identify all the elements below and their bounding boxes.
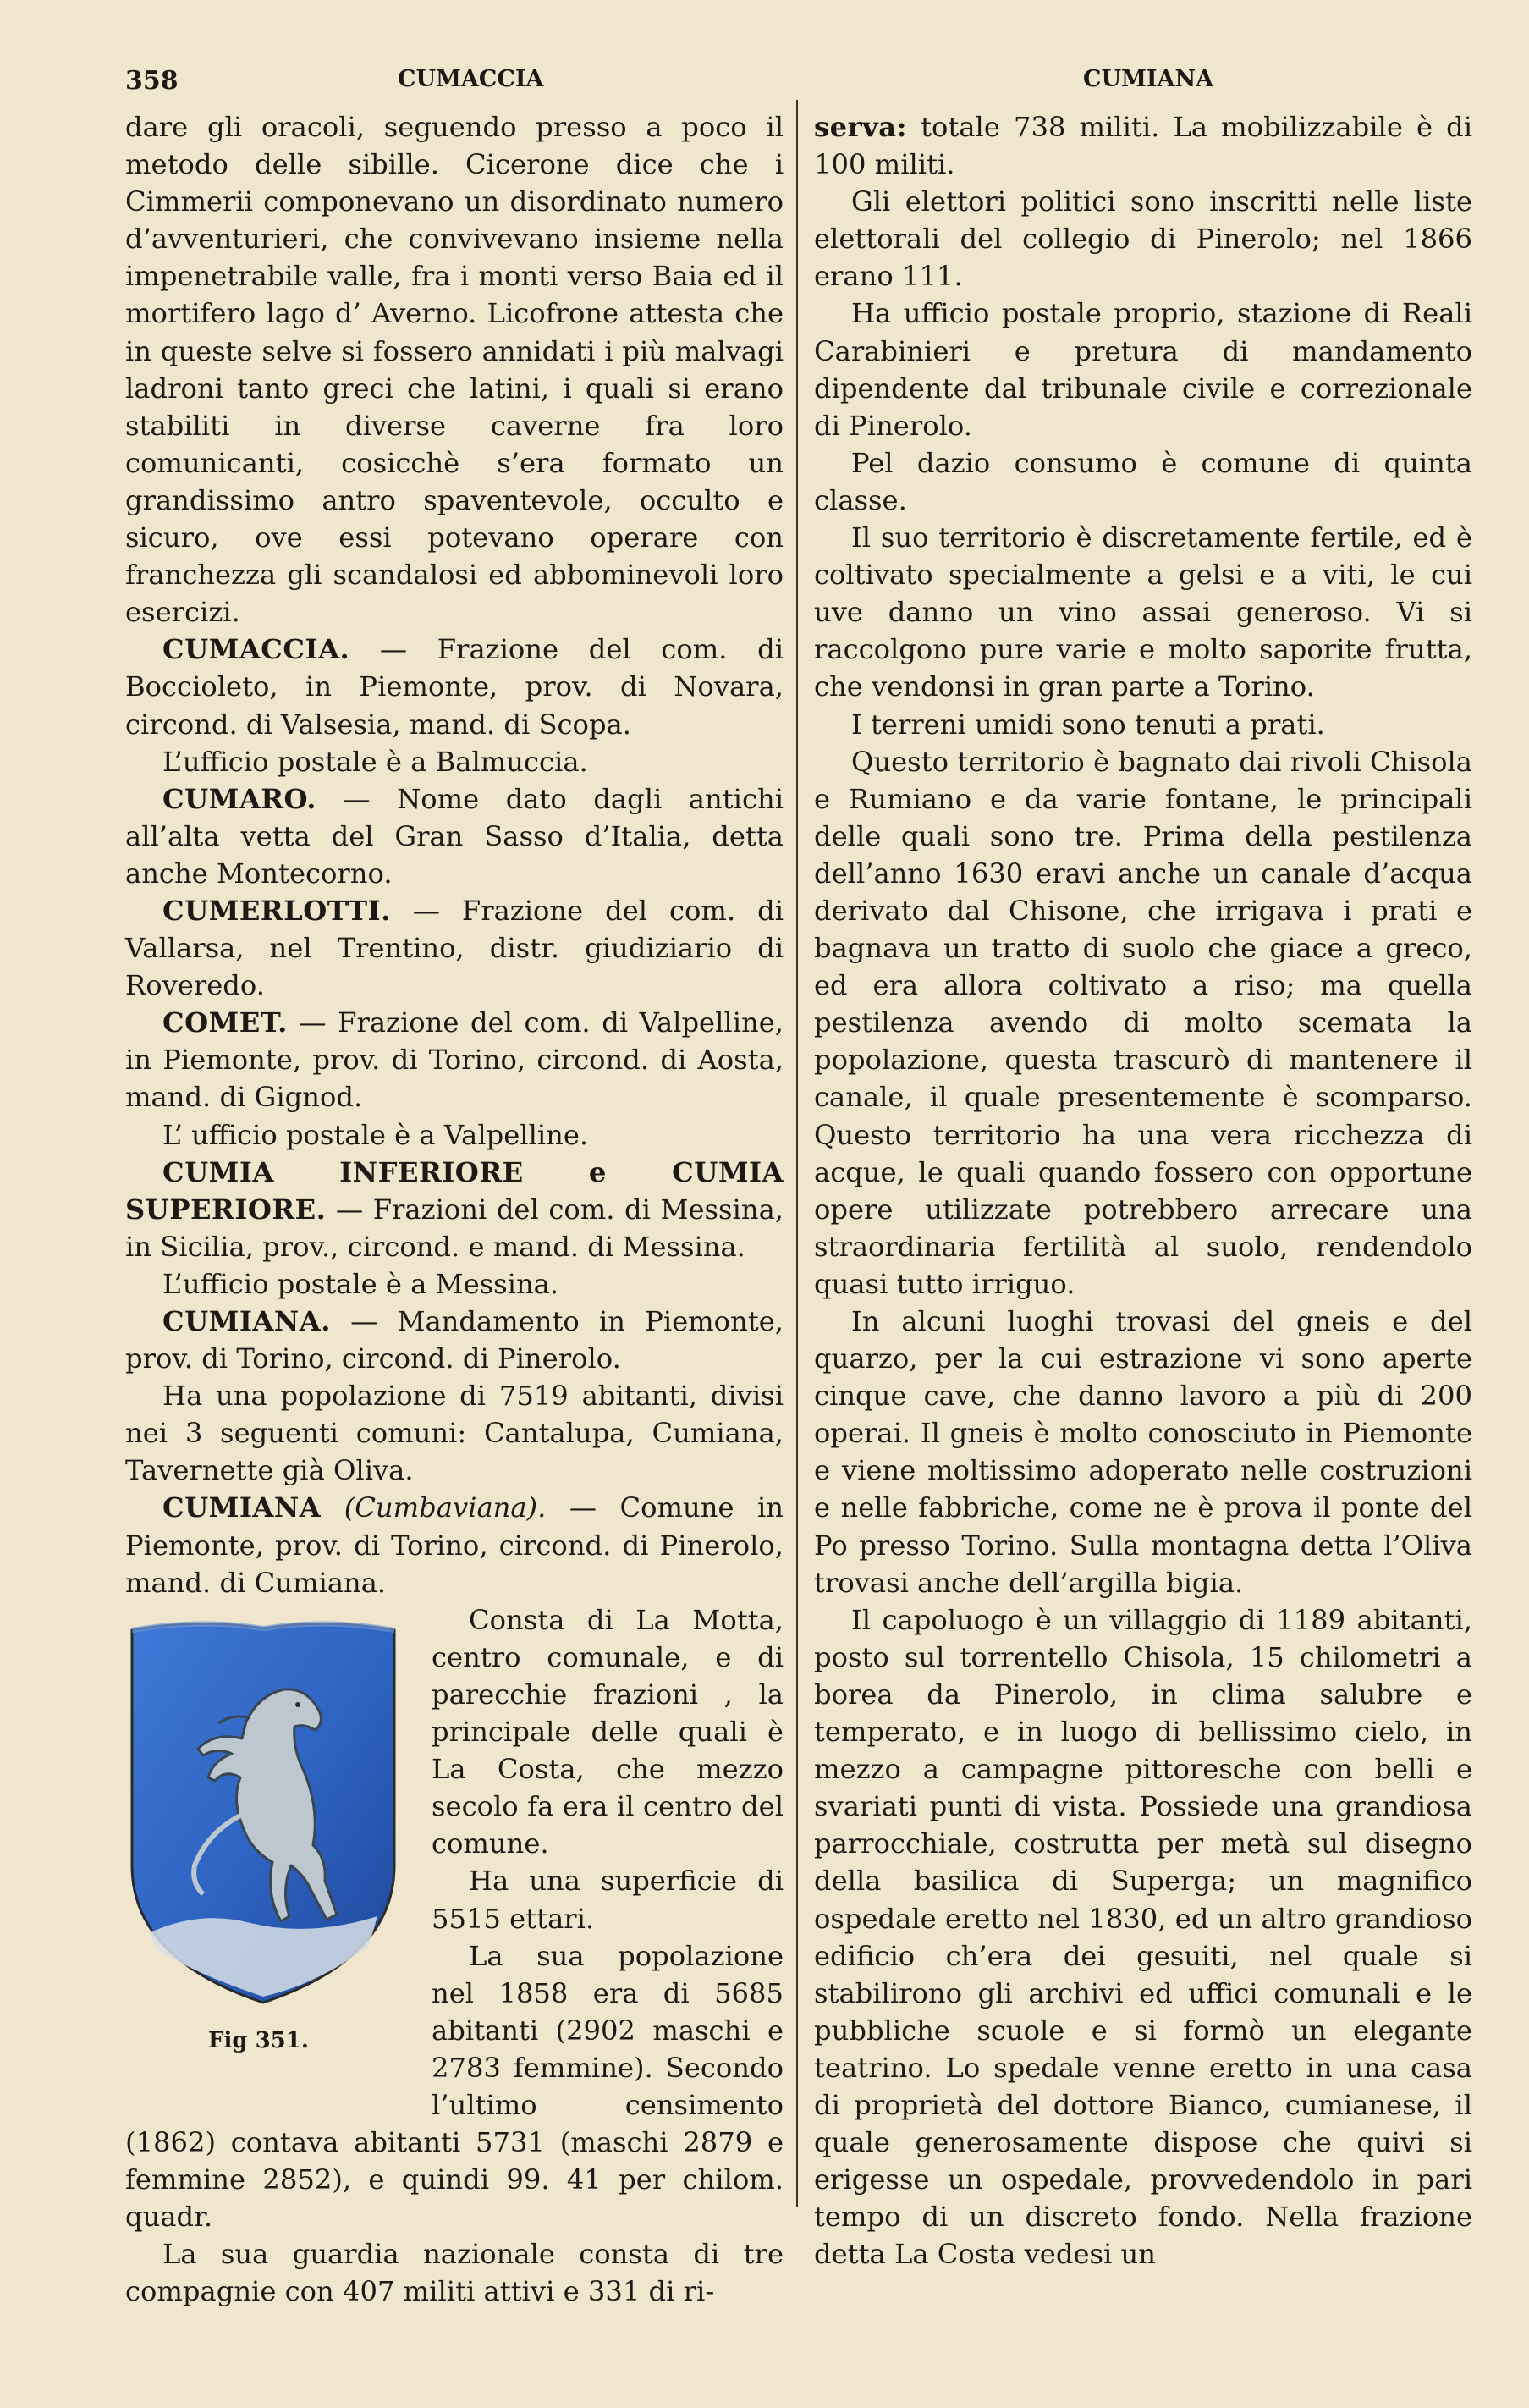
entry-headword: CUMIANA. [162, 1305, 331, 1337]
entry-mandamento-population: Ha una popolazione di 7519 abitanti, divisi nei 3 seguenti comuni: Cantalupa, Cumiana, Tavernette già Oliva. [125, 1380, 784, 1487]
entry-surface: Ha una superficie di 5515 ettari. [432, 1865, 784, 1935]
entry-headword: COMET. [162, 1006, 288, 1039]
entry-text: — Mandamento in Piemonte, prov. di Torino, circond. di Pinerolo. [125, 1305, 784, 1375]
entry-headword: CUMERLOTTI. [162, 894, 391, 927]
entry-cumia [125, 1154, 784, 1265]
entry-headword: CUMARO. [162, 782, 316, 815]
paragraph-capital: Il capoluogo è un villaggio di 1189 abitanti, posto sul torrentello Chisola, 15 chilometri a borea da Pinerolo, in clima salubre e temperato, e in luogo di bellissimo cielo, in mezzo a campagne pittoresche con belli e svariati punti di vista. Possiede una grandiosa parrocchiale, costrutta per metà sul disegno della basilica di Superga; un magnifico ospedale eretto nel 1830, ed un altro grandioso edificio ch’era dei gesuiti, nel quale si stabilirono gli archivi ed uffici comunali e le pubbliche scuole e si formò un elegante teatrino. Lo spedale venne eretto in una casa di proprietà del dottore Bianco, cumianese, il quale generosamente dispose che quivi si erigesse un ospedale, provvedendolo in pari tempo di un discreto fondo. Nella frazione detta La Costa vedesi un [814, 1603, 1472, 2271]
paragraph-text: totale 738 militi. La mobilizzabile è di 100 militi. [814, 111, 1473, 181]
paragraph-post-office: Ha ufficio postale proprio, stazione di Reali Carabinieri e pretura di mandamento dipendente dal tribunale civile e correzionale di Pinerolo. [814, 297, 1472, 442]
paragraph-quarries: In alcuni luoghi trovasi del gneis e del quarzo, per la cui estrazione vi sono aperte cinque cave, che danno lavoro a più di 200 operai. Il gneis è molto conosciuto in Piemonte e viene moltissimo adoperato nelle costruzioni e nelle fabbriche, come ne è prova il ponte del Po presso Torino. Sulla montagna detta l’Oliva trovasi anche dell’argilla bigia. [814, 1305, 1472, 1599]
coat-of-arms-figure [113, 1601, 420, 2099]
paragraph-territory: Il suo territorio è discretamente fertile, ed è coltivato specialmente a gelsi e a viti, le cui uve danno un vino assai generoso. Vi si raccolgono pure varie e molto saporite frutta, che vendonsi in gran parte a Torino. [814, 521, 1472, 703]
entry-cumaccia [125, 631, 784, 742]
left-column [125, 108, 784, 2311]
continued-word: serva: [814, 111, 907, 143]
entry-cumerlotti [125, 892, 784, 1004]
entry-cumia-post: L’ufficio postale è a Messina. [162, 1267, 559, 1300]
page-number: 358 [125, 66, 179, 96]
coat-of-arms-image [124, 1612, 403, 2009]
running-title-left: CUMACCIA [398, 66, 544, 92]
entry-text: — Frazione del com. di Vallarsa, nel Trentino, distr. giudiziario di Roveredo. [125, 894, 784, 1002]
entry-cumaccia-post: L’ufficio postale è a Balmuccia. [162, 745, 588, 778]
paragraph-militia [814, 108, 1472, 183]
entry-comet [125, 1004, 784, 1116]
paragraph-tax-class: Pel dazio consumo è comune di quinta classe. [814, 446, 1472, 516]
entry-text: — Comune in Piemonte, prov. di Torino, circond. di Pinerolo, mand. di Cumiana. [125, 1491, 784, 1599]
paragraph-electors: Gli elettori politici sono inscritti nelle liste elettorali del collegio di Pinerolo; nel 1866 erano 111. [814, 185, 1472, 293]
running-title-right: CUMIANA [1083, 66, 1214, 92]
entry-national-guard: La sua guardia nazionale consta di tre compagnie con 407 militi attivi e 331 di ri- [125, 2238, 784, 2308]
entry-composition: Consta di La Motta, centro comunale, e di parecchie frazioni , la principale delle quali è La Costa, che mezzo secolo fa era il centro del comune. [432, 1603, 784, 1860]
entry-cumiana-comune [125, 1489, 784, 1601]
column-divider [796, 100, 798, 2207]
entry-latin-name: (Cumbaviana). [344, 1491, 547, 1524]
entry-headword: CUMIANA [162, 1491, 322, 1524]
entry-cumiana-mandamento [125, 1303, 784, 1377]
entry-headword: CUMIA INFERIORE e CUMIA SUPERIORE. [125, 1155, 784, 1226]
entry-text: — Nome dato dagli antichi all’alta vetta del Gran Sasso d’Italia, detta anche Montecorno. [125, 782, 784, 890]
entry-comet-post: L’ ufficio postale è a Valpelline. [162, 1118, 589, 1151]
entry-headword: CUMACCIA. [162, 633, 350, 666]
ground-icon [149, 1916, 377, 1997]
entry-population: La sua popolazione nel 1858 era di 5685 abitanti (2902 maschi e 2783 femmine). Secondo l’ultimo censimento (1862) contava abitanti 5731 (maschi 2879 e femmine 2852), e quindi 99. 41 per chilom. quadr. [125, 1939, 784, 2234]
entry-text: — Frazione del com. di Valpelline, in Piemonte, prov. di Torino, circond. di Aosta, mand. di Gignod. [125, 1006, 784, 1114]
entry-text: — Frazioni del com. di Messina, in Sicilia, prov., circond. e mand. di Messina. [125, 1193, 784, 1263]
paragraph-waters: Questo territorio è bagnato dai rivoli Chisola e Rumiano e da varie fontane, le principali delle quali sono tre. Prima della pestilenza dell’anno 1630 eravi anche un canale d’acqua derivato dal Chisone, che irrigava i prati e bagnava un tratto di suolo che giace a greco, ed era allora coltivato a riso; ma quella pestilenza avendo di molto scemata la popolazione, questa trascurò di mantenere il canale, il quale presentemente è scomparso. Questo territorio ha una vera ricchezza di acque, le quali quando fossero con opportune opere utilizzate potrebbero arrecare una straordinaria fertilità al suolo, rendendolo quasi tutto irriguo. [814, 745, 1472, 1300]
paragraph-meadows: I terreni umidi sono tenuti a prati. [851, 708, 1325, 741]
entry-text: — Frazione del com. di Boccioleto, in Piemonte, prov. di Novara, circond. di Valsesia, mand. di Scopa. [125, 633, 784, 741]
right-column [814, 108, 1472, 2273]
paragraph-sibille: dare gli oracoli, seguendo presso a poco il metodo delle sibille. Cicerone dice che i Cimmerii componevano un disordinato numero d’avventurieri, che convivevano insieme nella impenetrabile valle, fra i monti verso Baia ed il mortifero lago d’ Averno. Licofrone attesta che in queste selve si fossero annidati i più malvagi ladroni tanto greci che latini, i quali si erano stabiliti in diverse caverne fra loro comunicanti, cosicchè s’era formato un grandissimo antro spaventevole, occulto e sicuro, ove essi potevano operare con franchezza gli scandalosi ed abbominevoli loro esercizi. [125, 111, 784, 629]
entry-cumaro [125, 780, 784, 892]
figure-caption: Fig 351. [208, 2027, 309, 2053]
